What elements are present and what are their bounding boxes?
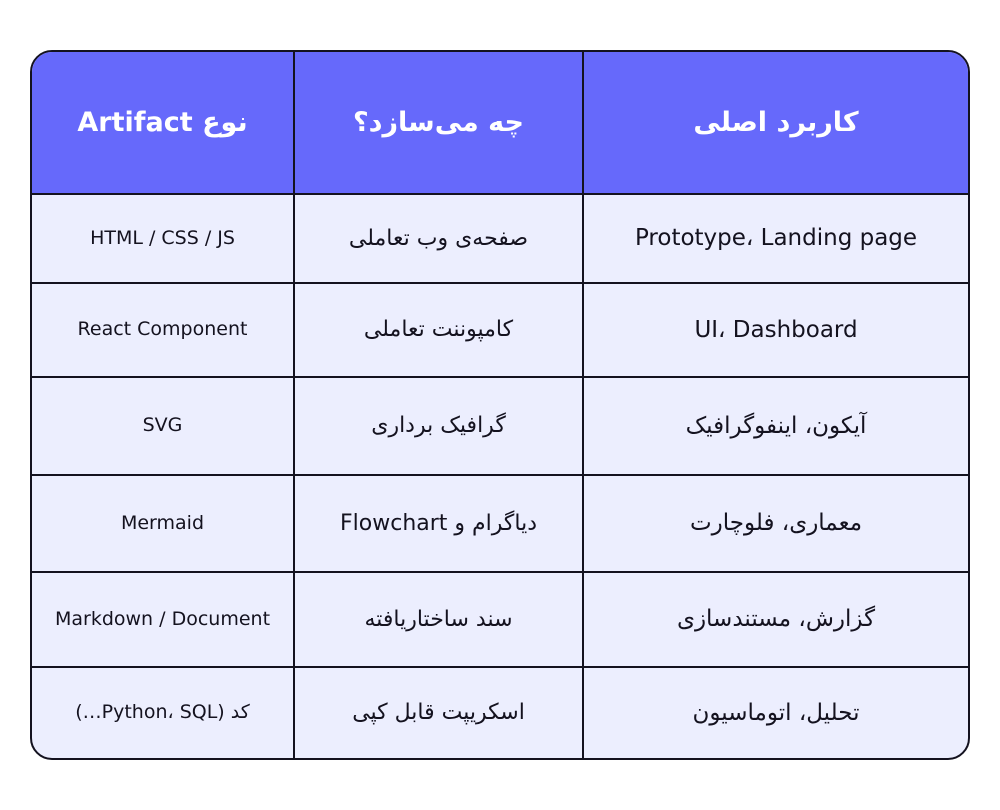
cell-what-it-builds: کامپوننت تعاملی [295,284,584,378]
comparison-table [30,50,970,760]
cell-artifact-type: کد (Python، SQL…) [32,668,295,758]
cell-main-use: آیکون، اینفوگرافیک [584,378,968,476]
header-main-use: کاربرد اصلی [584,52,968,195]
cell-main-use: UI، Dashboard [584,284,968,378]
cell-main-use: Prototype، Landing page [584,195,968,284]
header-artifact-type: نوع Artifact [32,52,295,195]
cell-artifact-type: SVG [32,378,295,476]
cell-what-it-builds: صفحه‌ی وب تعاملی [295,195,584,284]
header-what-it-builds: چه می‌سازد؟ [295,52,584,195]
cell-what-it-builds: اسکریپت قابل کپی [295,668,584,758]
cell-what-it-builds: سند ساختاریافته [295,573,584,668]
cell-artifact-type: HTML / CSS / JS [32,195,295,284]
cell-what-it-builds: گرافیک برداری [295,378,584,476]
cell-main-use: معماری، فلوچارت [584,476,968,573]
cell-artifact-type: Mermaid [32,476,295,573]
cell-main-use: گزارش، مستندسازی [584,573,968,668]
cell-main-use: تحلیل، اتوماسیون [692,699,860,726]
cell-artifact-type: React Component [32,284,295,378]
cell-artifact-type: Markdown / Document [32,573,295,668]
cell-what-it-builds: دیاگرام و Flowchart [295,476,584,573]
